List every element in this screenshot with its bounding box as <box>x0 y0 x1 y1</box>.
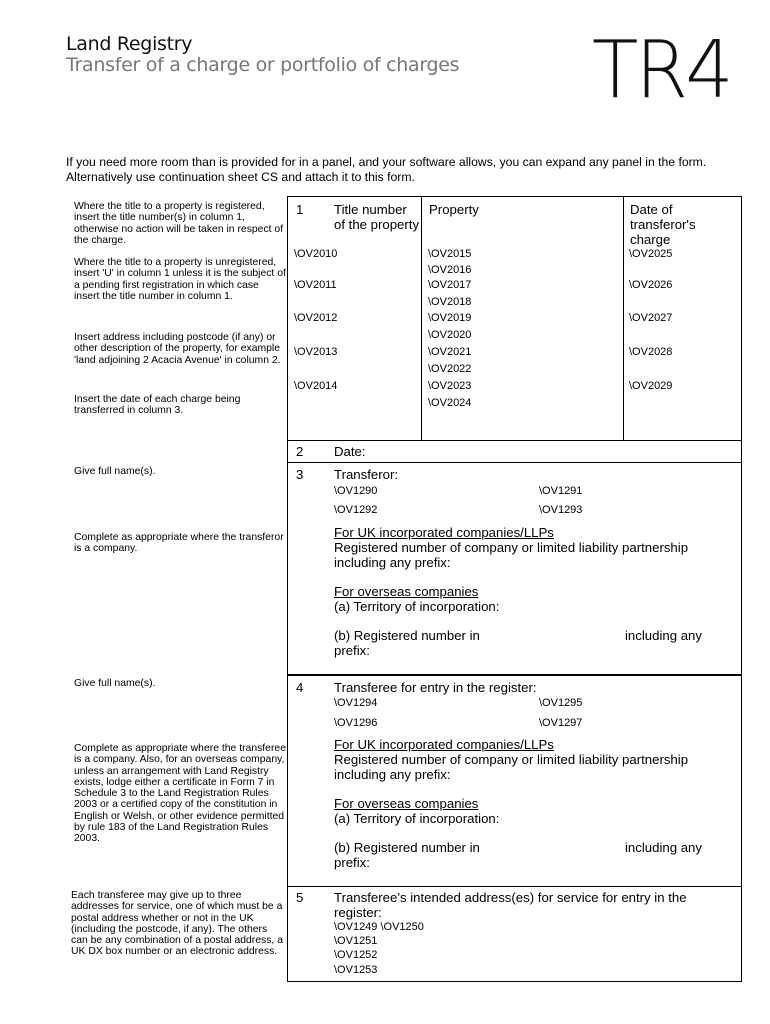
side-note-unregistered: Where the title to a property is unregistered, insert 'U' in column 1 unless it is the subject of a pending first registration in which case insert the title number in column 1. <box>74 257 286 302</box>
column-divider <box>421 197 422 440</box>
panel-number: 1 <box>296 202 304 217</box>
registered-number-label-cont: including any <box>625 840 702 855</box>
property-field[interactable]: \OV2021 <box>428 346 472 358</box>
property-field[interactable]: \OV2016 <box>428 264 472 276</box>
panel-number: 2 <box>296 444 304 459</box>
property-field[interactable]: \OV2024 <box>428 397 472 409</box>
title-number-field[interactable]: \OV2014 <box>294 380 338 392</box>
address-for-service-label: Transferee’s intended address(es) for service for entry in the register: <box>334 890 687 920</box>
uk-registered-number-text: Registered number of company or limited liability partnership including any prefix: <box>334 752 689 782</box>
title-number-field[interactable]: \OV2010 <box>294 248 338 260</box>
property-field[interactable]: \OV2015 <box>428 248 472 260</box>
panel-number: 3 <box>296 467 304 482</box>
charge-date-field[interactable]: \OV2028 <box>629 346 673 358</box>
transferee-name-field[interactable]: \OV1294 <box>334 697 378 709</box>
panel-number: 4 <box>296 680 304 695</box>
registered-number-label-cont: including any <box>625 628 702 643</box>
transferee-name-field[interactable]: \OV1295 <box>539 697 583 709</box>
title-number-field[interactable]: \OV2012 <box>294 312 338 324</box>
property-field[interactable]: \OV2018 <box>428 296 472 308</box>
column-header-title-number: Title number of the property <box>334 202 420 232</box>
charge-date-field[interactable]: \OV2025 <box>629 248 673 260</box>
property-field[interactable]: \OV2017 <box>428 279 472 291</box>
charge-date-field[interactable]: \OV2027 <box>629 312 673 324</box>
property-field[interactable]: \OV2022 <box>428 363 472 375</box>
intro-text: If you need more room than is provided for in a panel, and your software allows, you can expand any panel in the form. Alternatively use continuation sheet CS and attach it to this form. <box>66 155 707 184</box>
uk-registered-number-text: Registered number of company or limited liability partnership including any prefix: <box>334 540 689 570</box>
transferor-name-field[interactable]: \OV1293 <box>539 504 583 516</box>
property-field[interactable]: \OV2020 <box>428 329 472 341</box>
registered-number-label: (b) Registered number in <box>334 840 480 855</box>
transferor-name-field[interactable]: \OV1291 <box>539 485 583 497</box>
panel-2-date <box>287 440 742 463</box>
side-note-address: Insert address including postcode (if any) or other description of the property, for example 'land adjoining 2 Acacia Avenue' in column 2. <box>74 332 281 366</box>
address-field[interactable]: \OV1253 <box>334 964 378 976</box>
address-field[interactable]: \OV1251 <box>334 935 378 947</box>
transferee-name-field[interactable]: \OV1297 <box>539 717 583 729</box>
registered-number-prefix: prefix: <box>334 855 370 870</box>
title-number-field[interactable]: \OV2013 <box>294 346 338 358</box>
side-note-addresses: Each transferee may give up to three addresses for service, one of which must be a postal address whether or not in the UK (including the postcode, if any). The others can be any combination of a postal address, a UK DX box number or an electronic address. <box>71 890 283 958</box>
column-divider <box>623 197 624 440</box>
territory-label: (a) Territory of incorporation: <box>334 599 500 614</box>
form-authority: Land Registry <box>66 33 193 55</box>
territory-label: (a) Territory of incorporation: <box>334 811 500 826</box>
panel-number: 5 <box>296 890 304 905</box>
overseas-companies-heading: For overseas companies <box>334 584 479 599</box>
panel-3-transferor <box>287 462 742 675</box>
column-header-charge-date: Date of transferor's charge <box>630 202 696 247</box>
side-note-transferee-name: Give full name(s). <box>74 678 156 689</box>
address-field[interactable]: \OV1249 \OV1250 <box>334 921 424 933</box>
property-field[interactable]: \OV2023 <box>428 380 472 392</box>
registered-number-prefix: prefix: <box>334 643 370 658</box>
transferor-name-field[interactable]: \OV1292 <box>334 504 378 516</box>
address-field[interactable]: \OV1252 <box>334 949 378 961</box>
transferee-label: Transferee for entry in the register: <box>334 680 537 695</box>
panel-5-address-for-service <box>287 886 742 982</box>
charge-date-field[interactable]: \OV2026 <box>629 279 673 291</box>
side-note-registered: Where the title to a property is registered, insert the title number(s) in column 1, otherwise no action will be taken in respect of the charge. <box>74 201 284 246</box>
transferor-label: Transferor: <box>334 467 398 482</box>
transferor-name-field[interactable]: \OV1290 <box>334 485 378 497</box>
form-code: TR4 <box>592 22 731 117</box>
registered-number-label: (b) Registered number in <box>334 628 480 643</box>
property-field[interactable]: \OV2019 <box>428 312 472 324</box>
panel-1-properties <box>287 196 742 441</box>
uk-companies-heading: For UK incorporated companies/LLPs <box>334 737 554 752</box>
overseas-companies-heading: For overseas companies <box>334 796 479 811</box>
form-title: Transfer of a charge or portfolio of charges <box>66 54 460 76</box>
column-header-property: Property <box>429 202 479 217</box>
panel-4-transferee <box>287 675 742 887</box>
charge-date-field[interactable]: \OV2029 <box>629 380 673 392</box>
date-label: Date: <box>334 444 366 459</box>
side-note-transferor-name: Give full name(s). <box>74 466 156 477</box>
transferee-name-field[interactable]: \OV1296 <box>334 717 378 729</box>
uk-companies-heading: For UK incorporated companies/LLPs <box>334 525 554 540</box>
side-note-date: Insert the date of each charge being transferred in column 3. <box>74 394 241 417</box>
title-number-field[interactable]: \OV2011 <box>294 279 337 291</box>
side-note-transferor-company: Complete as appropriate where the transferor is a company. <box>74 532 284 555</box>
side-note-transferee-company: Complete as appropriate where the transferee is a company. Also, for an overseas company, unless an arrangement with Land Registry exists, lodge either a certificate in Form 7 in Schedule 3 to the Land Registration Rules 2003 or a certified copy of the constitution in English or Welsh, or other evidence permitted by rule 183 of the Land Registration Rules 2003. <box>74 743 286 845</box>
